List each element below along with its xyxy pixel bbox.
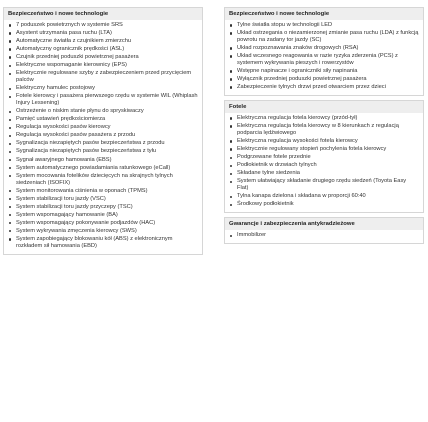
list-item-text: Regulacja wysokości pasów kierowcy xyxy=(16,124,111,131)
list-item xyxy=(9,116,198,123)
bullet-icon xyxy=(9,143,11,145)
list-item-text: System wykrywania zmęczenia kierowcy (SWS) xyxy=(16,227,137,234)
bullet-icon xyxy=(230,148,232,150)
list-item-text: Elektrycznie regulowane szyby z zabezpieczeniem przed przycięciem palców xyxy=(16,70,192,84)
bullet-icon xyxy=(9,56,11,58)
bullet-icon xyxy=(230,181,232,183)
bullet-icon xyxy=(9,230,11,232)
list-item xyxy=(230,193,419,200)
bullet-icon xyxy=(230,24,232,26)
bullet-icon xyxy=(9,88,11,90)
list-item xyxy=(9,204,198,211)
list-item-text: Tylne światła stopu w technologii LED xyxy=(237,22,333,28)
list-item-text: Składane tylne siedzenia xyxy=(237,170,300,177)
list-item-text: Pamięć ustawień prędkościomierza xyxy=(16,116,106,123)
list-item-text: System monitorowania ciśnienia w oponach (TPMS) xyxy=(16,187,148,194)
list-item xyxy=(230,178,419,192)
bullet-icon xyxy=(9,175,11,177)
list-item xyxy=(9,62,198,69)
bullet-icon xyxy=(9,24,11,26)
list-item-text: Układ ostrzegania o niezamierzonej zmianie pasa ruchu (LDA) z funkcją powrotu na zadany tor jazdy (SC) xyxy=(237,30,419,43)
list-item-text: Elektryczna regulacja wysokości fotela kierowcy xyxy=(237,138,358,145)
panel-title: Gwarancje i zabezpieczenia antykradzieżowe xyxy=(225,218,423,230)
feature-list xyxy=(4,20,202,254)
panel-title: Bezpieczeństwo i nowe technologie xyxy=(225,8,423,20)
list-item-text: 7 poduszek powietrznych w systemie SRS xyxy=(16,22,123,28)
list-item-text: Sygnał awaryjnego hamowania (EBS) xyxy=(16,156,112,163)
list-item-text: Asystent utrzymania pasa ruchu (LTA) xyxy=(16,30,112,37)
list-item-text: Automatyczny ogranicznik prędkości (ASL) xyxy=(16,46,125,53)
bullet-icon xyxy=(9,119,11,121)
panel-security xyxy=(224,217,424,244)
bullet-icon xyxy=(230,78,232,80)
list-item-text: Podgrzewane fotele przednie xyxy=(237,154,311,161)
bullet-icon xyxy=(9,48,11,50)
list-item-text: Podłokietnik w drzwiach tylnych xyxy=(237,162,317,169)
right-column xyxy=(224,7,424,244)
bullet-icon xyxy=(9,111,11,113)
bullet-icon xyxy=(9,135,11,137)
left-column xyxy=(3,7,203,255)
list-item xyxy=(9,70,198,84)
list-item-text: Elektryczna regulacja fotela kierowcy (przód-tył) xyxy=(237,115,358,122)
list-item xyxy=(230,170,419,177)
list-item-text: System mocowania fotelików dziecięcych na skrajnych tylnych siedzeniach (ISOFIX) xyxy=(16,172,173,186)
bullet-icon xyxy=(230,204,232,206)
list-item-text: Elektryczne wspomaganie kierownicy (EPS) xyxy=(16,62,127,69)
bullet-icon xyxy=(230,140,232,142)
list-item-text: Układ rozpoznawania znaków drogowych (RSA) xyxy=(237,45,359,51)
list-item xyxy=(230,53,419,67)
list-item xyxy=(9,157,198,164)
list-item-text: Zabezpieczenie tylnych drzwi przed otwarciem przez dzieci xyxy=(237,84,386,91)
bullet-icon xyxy=(9,151,11,153)
list-item-text: Wyłącznik przedniej poduszki powietrznej pasażera xyxy=(237,76,367,83)
panel-safety-left xyxy=(3,7,203,255)
list-item xyxy=(9,54,198,61)
feature-list xyxy=(225,113,423,212)
list-item xyxy=(9,212,198,219)
list-item-text: System stabilizacji toru jazdy przyczepy (TSC) xyxy=(16,203,133,210)
list-item xyxy=(9,228,198,235)
list-item xyxy=(9,188,198,195)
bullet-icon xyxy=(9,96,11,98)
bullet-icon xyxy=(230,117,232,119)
list-item xyxy=(230,154,419,161)
list-item xyxy=(9,220,198,227)
bullet-icon xyxy=(9,127,11,129)
bullet-icon xyxy=(230,157,232,159)
list-item xyxy=(9,30,198,37)
list-item xyxy=(230,146,419,153)
panel-title: Bezpieczeństwo i nowe technologie xyxy=(4,8,202,20)
list-item-text: System wspomagający pokonywanie podjazdów (HAC) xyxy=(16,219,156,226)
bullet-icon xyxy=(9,73,11,75)
list-item-text: System automatycznego powiadamiania ratunkowego (eCall) xyxy=(16,164,171,171)
bullet-icon xyxy=(9,222,11,224)
list-item-text: Tylna kanapa dzielona i składana w proporcji 60:40 xyxy=(237,193,366,200)
list-item xyxy=(9,165,198,172)
list-item xyxy=(9,173,198,187)
panel-title: Fotele xyxy=(225,101,423,113)
list-item xyxy=(9,46,198,53)
list-item-text: Fotele kierowcy i pasażera pierwszego rzędu w systemie WIL (Whiplash Injury Lessening) xyxy=(16,93,198,107)
feature-list xyxy=(225,230,423,243)
list-item-text: Układ wczesnego reagowania w razie ryzyka zderzenia (PCS) z systemem wykrywania pieszych i rowerzystów xyxy=(237,53,398,66)
list-item xyxy=(9,93,198,107)
list-item-text: System zapobiegający blokowaniu kół (ABS) z elektronicznym rozkładem sił hamowania (EBD) xyxy=(16,235,173,249)
list-item xyxy=(9,22,198,29)
bullet-icon xyxy=(230,165,232,167)
list-item xyxy=(9,38,198,45)
bullet-icon xyxy=(230,32,232,34)
bullet-icon xyxy=(230,70,232,72)
bullet-icon xyxy=(230,55,232,57)
list-item xyxy=(9,236,198,250)
bullet-icon xyxy=(9,206,11,208)
list-item-text: System stabilizacji toru jazdy (VSC) xyxy=(16,195,106,202)
list-item-text: Immobilizer xyxy=(237,232,267,239)
bullet-icon xyxy=(9,198,11,200)
list-item xyxy=(9,148,198,155)
list-item xyxy=(9,132,198,139)
list-item-text: Sygnalizacja niezapiętych pasów bezpieczeństwa z przodu xyxy=(16,140,165,147)
list-item-text: Czujnik przedniej poduszki powietrznej pasażera xyxy=(16,54,139,61)
panel-seats xyxy=(224,100,424,213)
list-item xyxy=(230,115,419,122)
list-item-text: System ułatwiający składanie drugiego rzędu siedzeń (Toyota Easy Flat) xyxy=(237,178,407,192)
bullet-icon xyxy=(9,40,11,42)
list-item xyxy=(9,124,198,131)
list-item xyxy=(230,123,419,137)
bullet-icon xyxy=(230,47,232,49)
list-item xyxy=(230,84,419,91)
bullet-icon xyxy=(9,65,11,67)
bullet-icon xyxy=(9,238,11,240)
list-item xyxy=(230,201,419,208)
list-item-text: Regulacja wysokości pasów pasażera z przodu xyxy=(16,132,136,139)
list-item-text: Sygnalizacja niezapiętych pasów bezpieczeństwa z tyłu xyxy=(16,148,157,155)
list-item-text: Automatyczne światła z czujnikiem zmierzchu xyxy=(16,38,132,45)
bullet-icon xyxy=(230,173,232,175)
list-item-text: Elektryczny hamulec postojowy xyxy=(16,85,96,92)
bullet-icon xyxy=(9,214,11,216)
list-item-text: Środkowy podłokietnik xyxy=(237,201,294,208)
list-item xyxy=(230,45,419,52)
panel-safety-right xyxy=(224,7,424,96)
list-item-text: Elektryczna regulacja fotela kierowcy w 8 kierunkach z regulacją podparcia lędźwiowego xyxy=(237,123,399,137)
list-item-text: System wspomagający hamowanie (BA) xyxy=(16,211,118,218)
list-item xyxy=(9,140,198,147)
list-item xyxy=(230,68,419,75)
bullet-icon xyxy=(230,86,232,88)
bullet-icon xyxy=(9,159,11,161)
list-item-text: Elektrycznie regulowany stopień pochylenia fotela kierowcy xyxy=(237,146,387,153)
list-item xyxy=(230,22,419,29)
list-item xyxy=(9,196,198,203)
list-item-text: Ostrzeżenie o niskim stanie płynu do spryskiwaczy xyxy=(16,108,144,115)
bullet-icon xyxy=(230,125,232,127)
list-item xyxy=(9,85,198,92)
list-item xyxy=(9,108,198,115)
list-item xyxy=(230,162,419,169)
list-item xyxy=(230,138,419,145)
feature-list xyxy=(225,20,423,95)
list-item xyxy=(230,76,419,83)
bullet-icon xyxy=(230,235,232,237)
list-item xyxy=(230,30,419,44)
bullet-icon xyxy=(9,32,11,34)
bullet-icon xyxy=(9,167,11,169)
list-item xyxy=(230,232,419,239)
bullet-icon xyxy=(230,196,232,198)
bullet-icon xyxy=(9,190,11,192)
list-item-text: Wstępne napinacze i ograniczniki siły napinania xyxy=(237,68,358,74)
